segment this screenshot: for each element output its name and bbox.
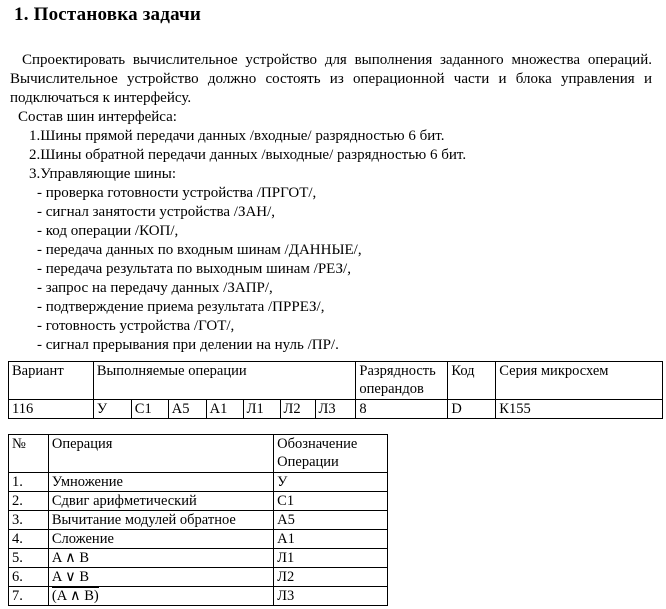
header-designation-line1: Обозначение xyxy=(277,436,358,452)
cell-op: А1 xyxy=(206,400,243,419)
table-row xyxy=(9,587,388,606)
row-num: 1. xyxy=(9,473,49,492)
row-num: 3. xyxy=(9,511,49,530)
header-bitness-line2: операндов xyxy=(359,381,424,397)
row-operation: Умножение xyxy=(48,473,273,492)
table-row xyxy=(9,549,388,568)
header-operation: Операция xyxy=(48,435,273,473)
operations-table xyxy=(8,434,388,606)
row-code: А5 xyxy=(274,511,388,530)
header-num: № xyxy=(9,435,49,473)
header-designation-line2: Операции xyxy=(277,454,339,470)
bus-item: 2.Шины обратной передачи данных /выходные/ разрядностью 6 бит. xyxy=(29,147,467,163)
control-signal-item: - сигнал прерывания при делении на нуль /ПР/. xyxy=(37,337,339,353)
control-signal-item: - подтверждение приема результата /ПРРЕЗ/, xyxy=(37,299,325,315)
row-num: 6. xyxy=(9,568,49,587)
row-operation: Вычитание модулей обратное xyxy=(48,511,273,530)
cell-op: А5 xyxy=(168,400,206,419)
header-bitness-line1: Разрядность xyxy=(359,363,436,379)
control-signal-item: - код операции /КОП/, xyxy=(37,223,179,239)
cell-op: С1 xyxy=(131,400,168,419)
row-operation: Сложение xyxy=(48,530,273,549)
row-operation: Сдвиг арифметический xyxy=(48,492,273,511)
table-row xyxy=(9,473,388,492)
section-heading: 1. Постановка задачи xyxy=(14,4,202,25)
variant-table xyxy=(8,361,663,419)
table-row xyxy=(9,511,388,530)
control-signal-item: - проверка готовности устройства /ПРГОТ/, xyxy=(37,185,317,201)
row-operation: A ∨ B xyxy=(48,568,273,587)
variant-table-header xyxy=(9,362,663,400)
cell-op: Л2 xyxy=(280,400,315,419)
row-num: 7. xyxy=(9,587,49,606)
row-num: 5. xyxy=(9,549,49,568)
cell-variant: 116 xyxy=(9,400,94,419)
task-text: Спроектировать вычислительное устройство для выполнения заданного множества операций. Вычислительное устройство должно состоять из операционной части и блока управления и подключаться к интерфейсу. xyxy=(10,52,652,106)
bus-item: 1.Шины прямой передачи данных /входные/ разрядностью 6 бит. xyxy=(29,128,445,144)
header-designation xyxy=(274,435,388,473)
negated-expression: (A ∧ B) xyxy=(51,588,99,604)
row-num: 4. xyxy=(9,530,49,549)
cell-code: D xyxy=(448,400,496,419)
table-row xyxy=(9,492,388,511)
cell-series: К155 xyxy=(496,400,663,419)
cell-op: У xyxy=(93,400,131,419)
task-paragraph xyxy=(10,51,652,108)
row-operation xyxy=(48,587,273,606)
cell-bitness: 8 xyxy=(356,400,448,419)
table-row xyxy=(9,568,388,587)
header-operations: Выполняемые операции xyxy=(93,362,356,400)
header-code: Код xyxy=(448,362,496,400)
cell-op: Л3 xyxy=(315,400,356,419)
row-num: 2. xyxy=(9,492,49,511)
row-code: С1 xyxy=(274,492,388,511)
bus-item: 3.Управляющие шины: xyxy=(29,166,177,182)
bus-intro: Состав шин интерфейса: xyxy=(18,109,177,125)
control-signal-item: - запрос на передачу данных /ЗАПР/, xyxy=(37,280,273,296)
header-variant: Вариант xyxy=(9,362,94,400)
row-operation: A ∧ B xyxy=(48,549,273,568)
control-signal-item: - передача данных по входным шинам /ДАННЫЕ/, xyxy=(37,242,362,258)
cell-op: Л1 xyxy=(243,400,280,419)
header-series: Серия микросхем xyxy=(496,362,663,400)
header-bitness xyxy=(356,362,448,400)
row-code: Л3 xyxy=(274,587,388,606)
row-code: У xyxy=(274,473,388,492)
table-row xyxy=(9,530,388,549)
operations-table-header xyxy=(9,435,388,473)
control-signal-item: - сигнал занятости устройства /ЗАН/, xyxy=(37,204,276,220)
control-signal-item: - готовность устройства /ГОТ/, xyxy=(37,318,235,334)
row-code: Л1 xyxy=(274,549,388,568)
row-code: Л2 xyxy=(274,568,388,587)
variant-table-row xyxy=(9,400,663,419)
control-signal-item: - передача результата по выходным шинам /РЕЗ/, xyxy=(37,261,351,277)
row-code: А1 xyxy=(274,530,388,549)
